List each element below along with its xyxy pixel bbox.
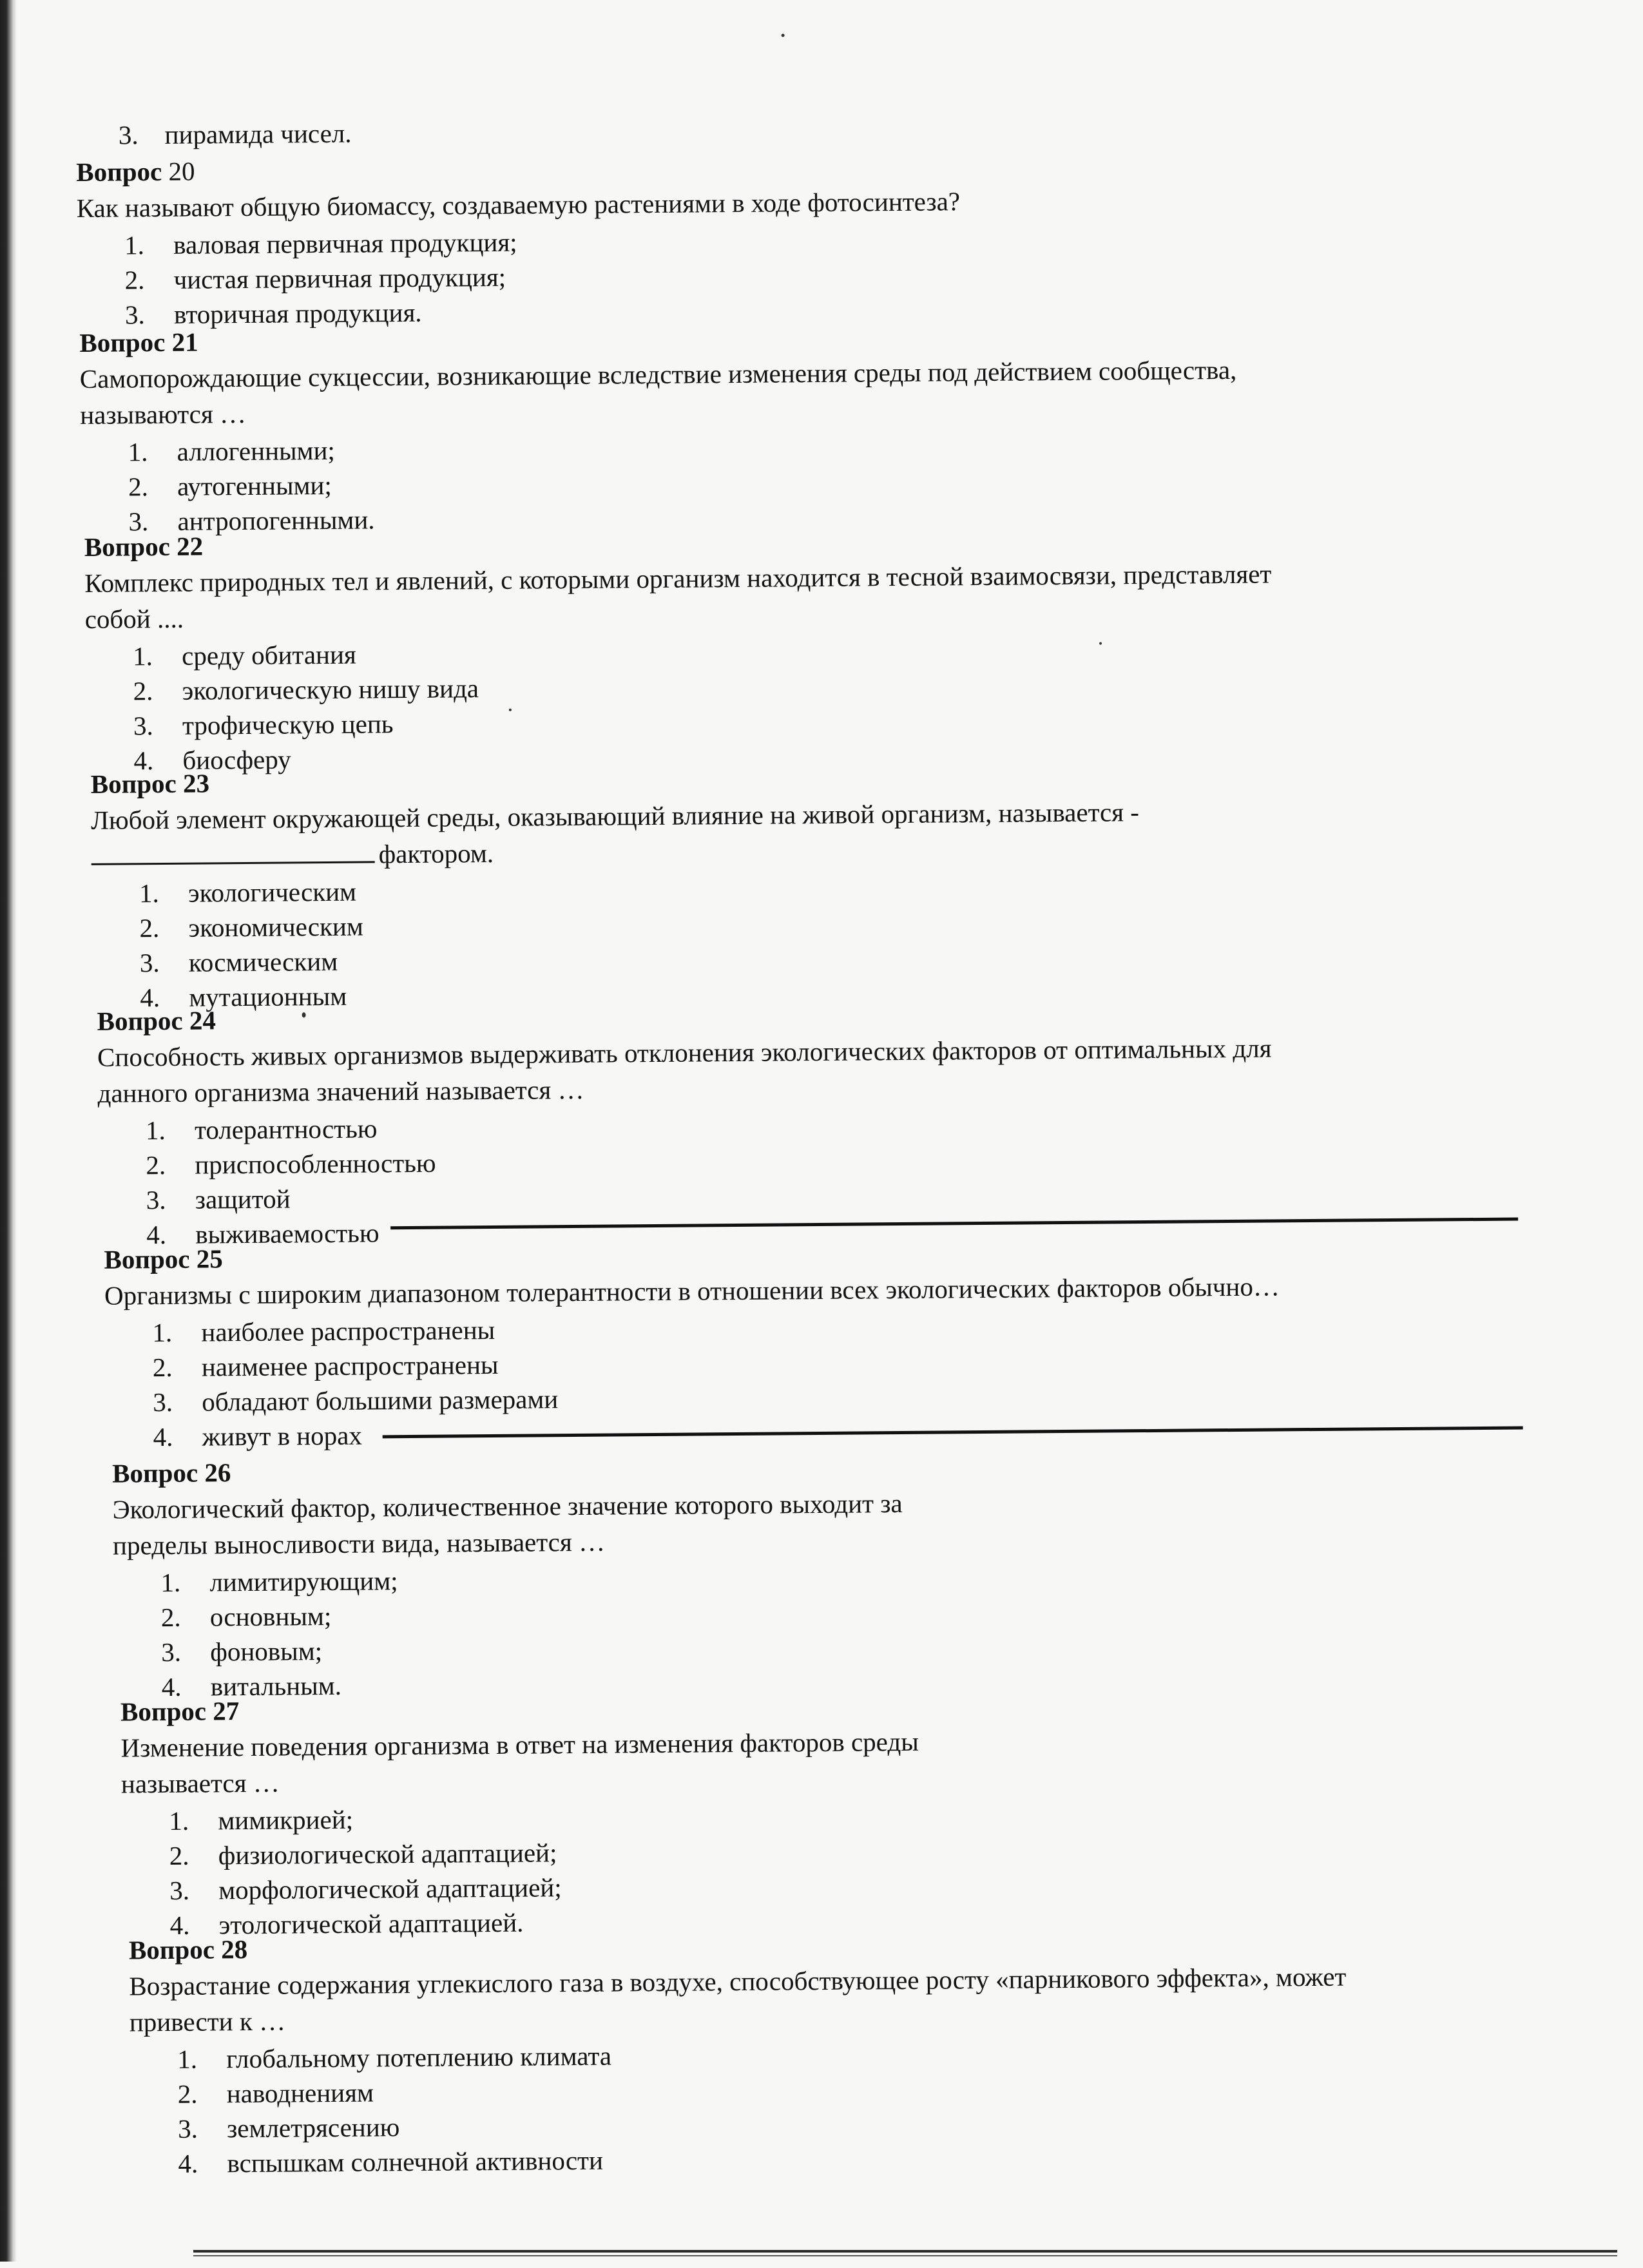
option-number: 3.: [118, 120, 139, 150]
option-text: экологическую нишу вида: [182, 673, 479, 706]
option-number: 2.: [177, 2079, 198, 2109]
question-text: Самопорождающие сукцессии, возникающие вследствие изменения среды под действием сообщества,: [79, 354, 1237, 394]
option-number: 2.: [146, 1149, 166, 1180]
option-text: живут в норах: [202, 1420, 363, 1452]
answer-options: [121, 1792, 1572, 1943]
question-label: Вопрос: [90, 768, 177, 799]
previous-question-tail-option: [119, 115, 352, 154]
option-text: наименее распространены: [201, 1349, 499, 1382]
option-text: пирамида чисел.: [164, 118, 352, 149]
option-number: 2.: [133, 676, 153, 706]
option-number: 1.: [124, 230, 145, 260]
question-number: 24: [189, 1005, 216, 1035]
question-26: [112, 1444, 1564, 1704]
option-text: вторичная продукция.: [173, 297, 422, 329]
option-text: толерантностью: [194, 1113, 378, 1145]
question-text: Организмы с широким диапазоном толерантности в отношении всех экологических факторов обычно…: [104, 1271, 1280, 1311]
question-20: [76, 142, 1527, 332]
option-number: 4.: [153, 1421, 173, 1452]
question-label: Вопрос: [104, 1244, 190, 1274]
option-number: 3.: [124, 300, 145, 330]
question-text-continued: пределы выносливости вида, называется …: [112, 1526, 606, 1561]
question-label: Вопрос: [111, 1457, 198, 1488]
option-number: 3.: [146, 1184, 166, 1215]
option-number: 3.: [169, 1875, 190, 1905]
option-number: 2.: [169, 1840, 189, 1870]
option-text: этологической адаптацией.: [218, 1907, 524, 1940]
option-text: вспышкам солнечной активности: [227, 2145, 604, 2178]
question-text: Изменение поведения организма в ответ на изменения факторов среды: [120, 1726, 919, 1763]
question-21: [79, 313, 1531, 539]
option-number: 2.: [128, 472, 149, 502]
option-number: 1.: [169, 1805, 189, 1836]
question-label: Вопрос: [120, 1696, 207, 1727]
option-text: глобальному потеплению климата: [226, 2041, 612, 2074]
option-text: фоновым;: [210, 1636, 323, 1667]
option-number: 3.: [153, 1387, 173, 1418]
option-text: валовая первичная продукция;: [173, 227, 517, 260]
question-label: Вопрос: [79, 327, 166, 358]
question-label: Вопрос: [76, 156, 162, 187]
option-text: мимикрией;: [218, 1804, 354, 1836]
option-text: антропогенными.: [177, 505, 375, 536]
question-text-continued: называется …: [120, 1767, 280, 1799]
option-text: космическим: [188, 946, 338, 977]
question-text: Комплекс природных тел и явлений, с которыми организм находится в тесной взаимосвязи, представляет: [84, 559, 1272, 598]
option-text: основным;: [209, 1600, 332, 1632]
option-text: среду обитания: [181, 639, 356, 671]
option-number: 1.: [133, 641, 153, 671]
option-number: 4.: [169, 1910, 190, 1940]
option-number: 1.: [145, 1115, 166, 1146]
fill-in-blank[interactable]: [91, 838, 374, 865]
question-label: Вопрос: [97, 1005, 183, 1036]
option-number: 4.: [140, 983, 160, 1013]
option-text: аллогенными;: [177, 435, 336, 466]
option-text: мутационным: [189, 981, 347, 1012]
question-text-continued: данного организма значений называется …: [97, 1074, 584, 1108]
answer-options: [91, 864, 1542, 1015]
question-28: [129, 1921, 1581, 2181]
scan-speck: [782, 34, 785, 37]
option-number: 1.: [177, 2044, 198, 2074]
option-number: 3.: [128, 506, 149, 537]
option-number: 1.: [152, 1317, 173, 1348]
option-number: 3.: [177, 2113, 198, 2144]
question-label: Вопрос: [84, 531, 171, 562]
option-number: 4.: [133, 745, 154, 776]
option-text: приспособленностью: [195, 1148, 436, 1180]
question-text: Как называют общую биомассу, создаваемую растениями в ходе фотосинтеза?: [76, 186, 961, 224]
option-text: морфологической адаптацией;: [218, 1872, 562, 1905]
question-25: [104, 1230, 1555, 1454]
question-27: [120, 1682, 1572, 1943]
option-text: наиболее распространены: [201, 1314, 495, 1347]
answer-options: [130, 2030, 1581, 2181]
option-text: биосферу: [182, 744, 291, 775]
answer-options: [85, 627, 1536, 778]
option-text: экономическим: [188, 911, 363, 943]
option-number: 4.: [161, 1671, 182, 1702]
option-text: витальным.: [210, 1670, 342, 1702]
question-text-tail: фактором.: [378, 838, 494, 869]
option-text: физиологической адаптацией;: [218, 1838, 557, 1870]
question-text: Возрастание содержания углекислого газа в воздухе, способствующее росту «парникового эффекта», может: [129, 1961, 1347, 2001]
option-number: 2.: [139, 913, 160, 943]
question-text-continued: привести к …: [129, 2006, 286, 2037]
option-number: 1.: [139, 878, 160, 908]
option-number: 1.: [160, 1567, 181, 1598]
question-number: 20: [168, 156, 195, 186]
option-number: 3.: [139, 948, 160, 978]
question-text-continued: называются …: [80, 398, 247, 430]
option-text: наводнениям: [226, 2077, 374, 2109]
question-23: [91, 754, 1542, 1015]
option-text: трофическую цепь: [182, 709, 394, 740]
option-number: 3.: [161, 1637, 182, 1667]
question-label: Вопрос: [128, 1934, 215, 1965]
question-number: 26: [204, 1457, 231, 1488]
option-text: землетрясению: [226, 2112, 400, 2144]
question-22: [84, 517, 1536, 778]
question-24: [97, 992, 1548, 1252]
option-number: 4.: [146, 1219, 167, 1250]
question-text: Экологический фактор, количественное значение которого выходит за: [112, 1488, 903, 1524]
question-number: 23: [182, 768, 210, 798]
option-number: 4.: [178, 2148, 198, 2178]
question-number: 27: [213, 1696, 240, 1726]
option-text: аутогенными;: [177, 470, 332, 501]
question-number: 25: [196, 1244, 223, 1274]
question-text-continued: собой ....: [84, 603, 184, 634]
question-number: 21: [171, 327, 198, 357]
option-text: обладают большими размерами: [202, 1384, 559, 1417]
answer-options: [113, 1553, 1564, 1704]
answer-options: [98, 1101, 1549, 1252]
option-number: 2.: [124, 265, 145, 295]
option-number: 3.: [133, 711, 153, 741]
option-text: лимитирующим;: [209, 1566, 398, 1597]
option-number: 2.: [152, 1352, 173, 1383]
option-number: 1.: [128, 437, 148, 467]
question-number: 22: [176, 531, 204, 561]
question-text: Способность живых организмов выдерживать отклонения экологических факторов от оптимальных для: [97, 1033, 1272, 1072]
option-number: 2.: [160, 1602, 181, 1633]
question-number: 28: [221, 1934, 248, 1965]
option-text: защитой: [195, 1184, 291, 1215]
option-text: выживаемостью: [195, 1218, 380, 1249]
question-text: Любой элемент окружающей среды, оказывающий влияние на живой организм, называется -: [90, 797, 1140, 835]
option-text: чистая первичная продукция;: [173, 262, 506, 294]
option-text: экологическим: [187, 876, 357, 908]
